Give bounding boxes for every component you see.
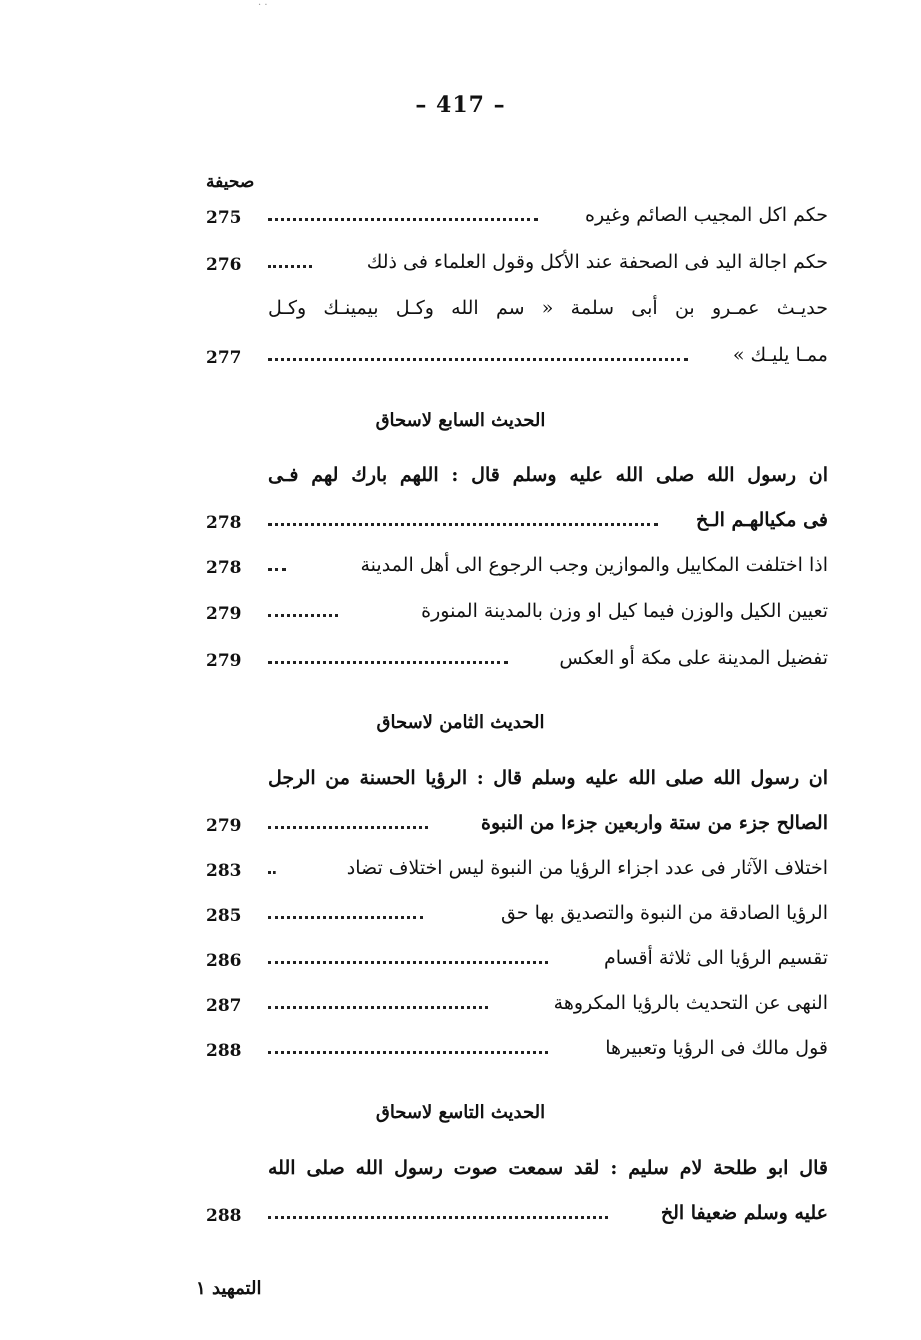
toc-entry-text: تفضيل المدينة على مكة أو العكس [559, 647, 828, 669]
leader-dots [268, 961, 548, 964]
toc-page-number: 283 [206, 861, 242, 881]
toc-page-number: 277 [206, 348, 242, 368]
leader-dots [268, 568, 286, 571]
toc-entry-text: حكم اكل المجيب الصائم وغيره [584, 204, 828, 226]
toc-page-number: 278 [206, 513, 242, 533]
leader-dots [268, 523, 658, 526]
toc-page-number: 287 [206, 996, 242, 1016]
leader-dots [268, 1216, 608, 1219]
leader-dots [268, 614, 338, 617]
footer-label: التمهيد ١ [196, 1278, 262, 1299]
toc-page-number: 276 [206, 255, 242, 275]
toc-page-number: 278 [206, 558, 242, 578]
toc-entry-text: عليه وسلم ضعيفا الخ [660, 1202, 828, 1224]
toc-entry-text: حديـث عمـرو بن أبى سلمة « سم الله وكـل بيمينـك وكـل [268, 297, 828, 319]
toc-row [200, 293, 828, 333]
leader-dots [268, 661, 508, 664]
toc-entry-text: تقسيم الرؤيا الى ثلاثة أقسام [603, 947, 828, 969]
toc-entry-text: قول مالك فى الرؤيا وتعبيرها [605, 1037, 828, 1059]
toc-row [200, 643, 828, 683]
toc-page-number: 288 [206, 1041, 242, 1061]
toc-entry-text: فى مكيالهـم الـخ [696, 509, 828, 531]
toc-page-number: 279 [206, 651, 242, 671]
toc-row [200, 1153, 828, 1193]
toc-row [200, 200, 828, 240]
toc-page-number: 275 [206, 208, 242, 228]
toc-row [200, 763, 828, 803]
top-mark: · · [258, 0, 268, 11]
toc-entry-text: النهى عن التحديث بالرؤيا المكروهة [553, 992, 828, 1014]
toc-entry-text: قال ابو طلحة لام سليم : لقد سمعت صوت رسول الله صلى الله [268, 1157, 828, 1179]
toc-row [200, 943, 828, 983]
toc-row [200, 247, 828, 287]
page-number: – 417 – [415, 92, 506, 118]
toc-row [200, 1198, 828, 1238]
toc-page-number: 279 [206, 604, 242, 624]
toc-entry-text: الرؤيا الصادقة من النبوة والتصديق بها حق [500, 902, 828, 924]
toc-entry-text: ان رسول الله صلى الله عليه وسلم قال : اللهم بارك لهم فـى [268, 464, 828, 486]
toc-row [200, 853, 828, 893]
leader-dots [268, 871, 276, 874]
toc-entry-text: حكم اجالة اليد فى الصحفة عند الأكل وقول العلماء فى ذلك [366, 251, 828, 273]
toc-entry-text: الصالح جزء من ستة واربعين جزءا من النبوة [480, 812, 828, 834]
leader-dots [268, 218, 538, 221]
leader-dots [268, 358, 688, 361]
leader-dots [268, 1051, 548, 1054]
toc-page-number: 286 [206, 951, 242, 971]
toc-row [200, 460, 828, 500]
toc-page-number: 288 [206, 1206, 242, 1226]
toc-row [200, 505, 828, 545]
leader-dots [268, 1006, 488, 1009]
toc-row [200, 988, 828, 1028]
leader-dots [268, 826, 428, 829]
toc-row [200, 1033, 828, 1073]
toc-row [200, 596, 828, 636]
toc-row [200, 340, 828, 380]
toc-entry-text: تعيين الكيل والوزن فيما كيل او وزن بالمدينة المنورة [421, 600, 828, 622]
column-label: صحيفة [206, 172, 255, 192]
toc-entry-text: ان رسول الله صلى الله عليه وسلم قال : الرؤيا الحسنة من الرجل [268, 767, 828, 789]
section-heading: الحديث السابع لاسحاق [375, 410, 546, 431]
toc-row [200, 898, 828, 938]
toc-entry-text: اختلاف الآثار فى عدد اجزاء الرؤيا من النبوة ليس اختلاف تضاد [346, 857, 828, 879]
toc-entry-text: اذا اختلفت المكاييل والموازين وجب الرجوع الى أهل المدينة [360, 554, 828, 576]
leader-dots [268, 916, 423, 919]
toc-entry-text: ممـا يليـك » [732, 344, 828, 366]
leader-dots [268, 265, 312, 268]
toc-row [200, 808, 828, 848]
table-of-contents [200, 0, 828, 1340]
toc-row [200, 550, 828, 590]
section-heading: الحديث التاسع لاسحاق [375, 1102, 546, 1123]
section-heading: الحديث الثامن لاسحاق [376, 712, 545, 733]
toc-page-number: 279 [206, 816, 242, 836]
toc-page-number: 285 [206, 906, 242, 926]
